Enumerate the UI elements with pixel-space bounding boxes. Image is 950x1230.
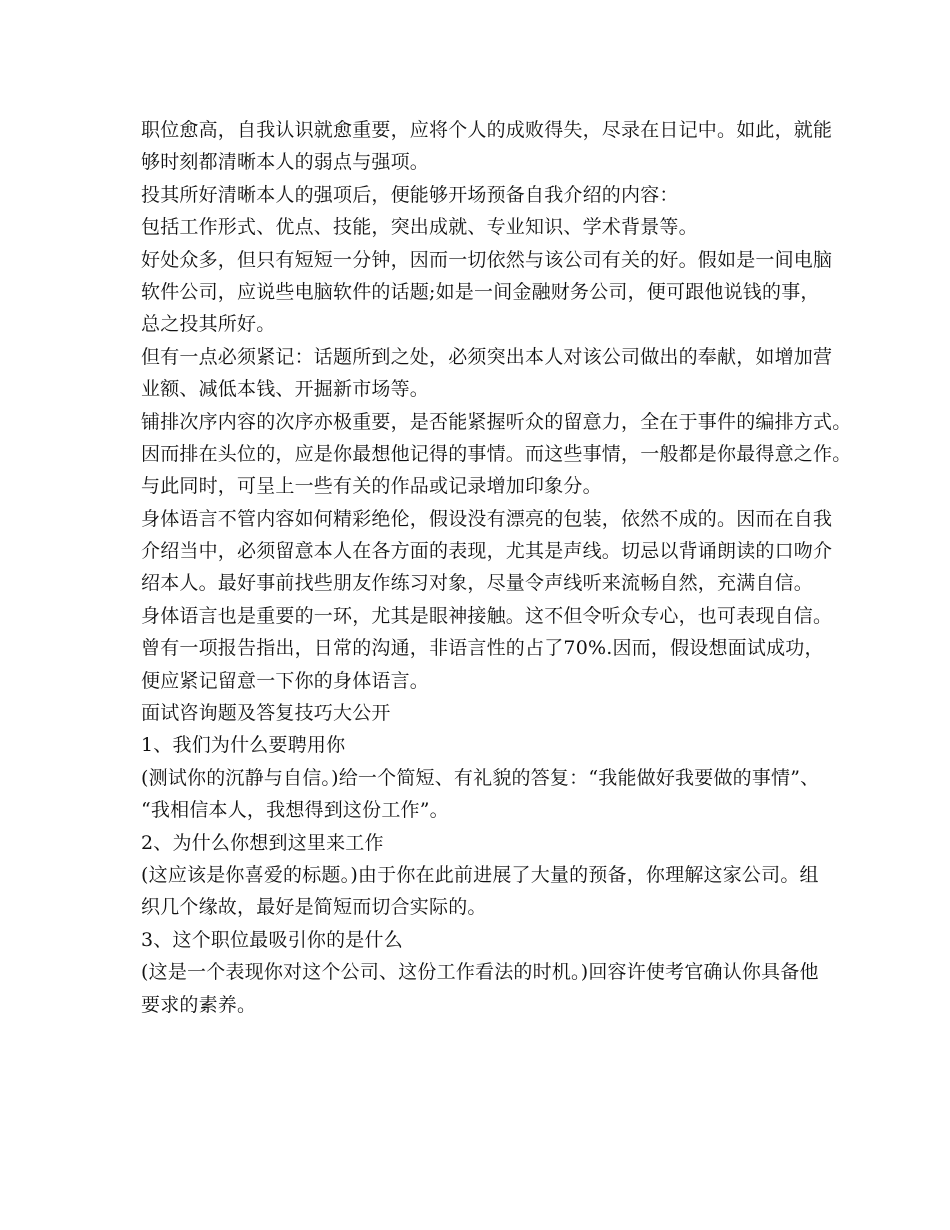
text-line: 总之投其所好。 [141, 313, 276, 336]
text-line: 要求的素养。 [141, 993, 257, 1016]
text-line: (这是一个表现你对这个公司、这份工作看法的时机。)回容许使考官确认你具备他 [141, 961, 819, 984]
text-line: “我相信本人，我想得到这份工作”。 [141, 799, 449, 822]
text-line: 身体语言不管内容如何精彩绝伦，假设没有漂亮的包装，依然不成的。因而在自我 [141, 507, 833, 530]
text-line: 便应紧记留意一下你的身体语言。 [141, 669, 430, 692]
question-title: 2、为什么你想到这里来工作 [141, 831, 384, 854]
text-line: 但有一点必须紧记：话题所到之处，必须突出本人对该公司做出的奉献，如增加营 [141, 345, 833, 368]
text-line: 软件公司，应说些电脑软件的话题;如是一间金融财务公司，便可跟他说钱的事， [141, 280, 820, 303]
text-line: 介绍当中，必须留意本人在各方面的表现，尤其是声线。切忌以背诵朗读的口吻介 [141, 540, 833, 563]
text-line: 包括工作形式、优点、技能，突出成就、专业知识、学术背景等。 [141, 216, 698, 239]
text-line: 职位愈高，自我认识就愈重要，应将个人的成败得失，尽录在日记中。如此，就能 [141, 119, 833, 141]
text-line: (这应该是你喜爱的标题。)由于你在此前进展了大量的预备，你理解这家公司。组 [141, 863, 819, 886]
text-line: 织几个缘故，最好是简短而切合实际的。 [141, 896, 487, 919]
text-line: 好处众多，但只有短短一分钟，因而一切依然与该公司有关的好。假如是一间电脑 [141, 248, 833, 271]
text-line: 曾有一项报告指出，日常的沟通，非语言性的占了70%.因而，假设想面试成功， [141, 637, 824, 660]
text-line: 业额、减低本钱、开掘新市场等。 [141, 378, 430, 401]
text-line: 与此同时，可呈上一些有关的作品或记录增加印象分。 [141, 475, 602, 498]
text-line: 因而排在头位的，应是你最想他记得的事情。而这些事情，一般都是你最得意之作。 [141, 442, 852, 465]
text-line: 够时刻都清晰本人的弱点与强项。 [141, 151, 430, 174]
question-title: 3、这个职位最吸引你的是什么 [141, 928, 403, 951]
text-line: 投其所好清晰本人的强项后，便能够开场预备自我介绍的内容： [141, 183, 679, 206]
text-line: (测试你的沉静与自信。)给一个简短、有礼貌的答复：“我能做好我要做的事情”、 [141, 766, 820, 789]
text-line: 绍本人。最好事前找些朋友作练习对象，尽量令声线听来流畅自然，充满自信。 [141, 572, 814, 595]
document-body [141, 114, 852, 1021]
question-title: 1、我们为什么要聘用你 [141, 734, 346, 757]
text-line: 铺排次序内容的次序亦极重要，是否能紧握听众的留意力，全在于事件的编排方式。 [141, 410, 852, 433]
text-line: 身体语言也是重要的一环，尤其是眼神接触。这不但令听众专心，也可表现自信。 [141, 604, 833, 627]
section-heading: 面试咨询题及答复技巧大公开 [141, 702, 391, 725]
